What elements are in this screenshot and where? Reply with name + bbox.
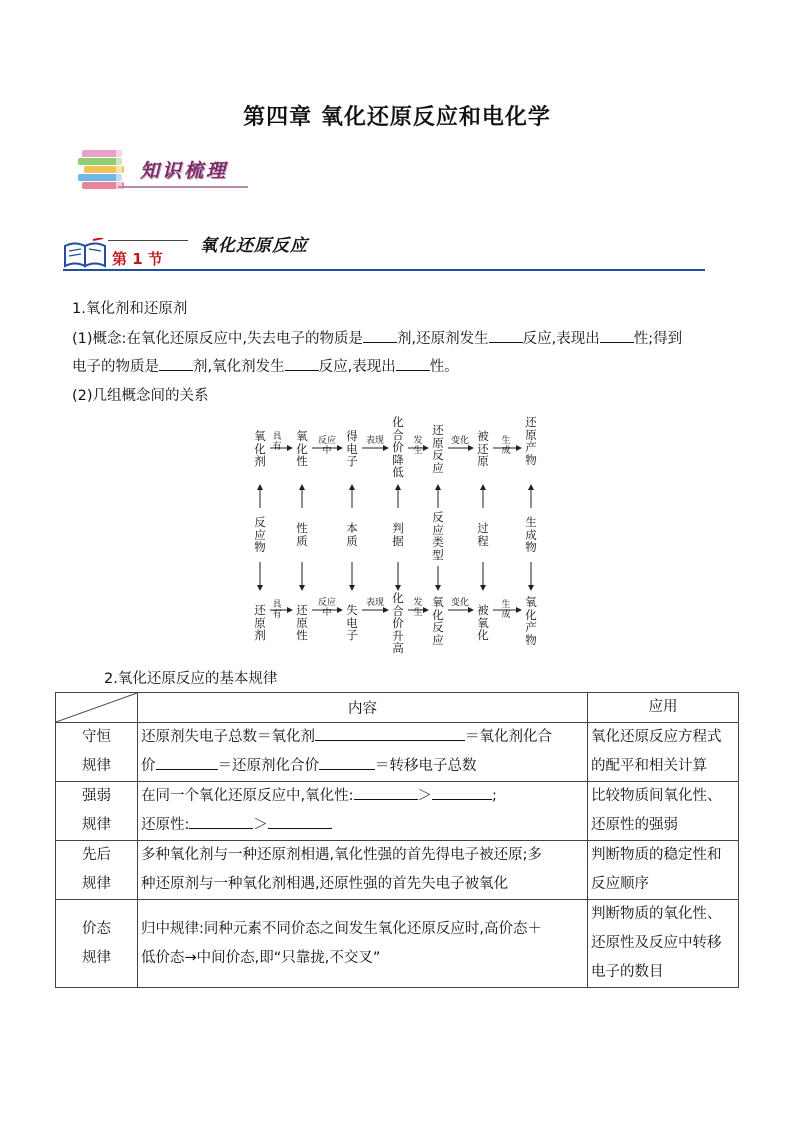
diagram-bottom-link: 表现 — [365, 598, 384, 608]
row-category: 规律 — [82, 876, 111, 892]
row-category: 守恒 — [82, 729, 111, 745]
diagram-mid-label: 反应类型 — [432, 510, 444, 562]
section-title: 氧化还原反应 — [200, 236, 308, 256]
row-application: 判断物质的稳定性和 反应顺序 — [588, 841, 739, 900]
diagram-top-link: 生成 — [501, 436, 511, 456]
row-application: 氧化还原反应方程式 的配平和相关计算 — [588, 723, 739, 782]
diagram-bottom-term: 氧化反应 — [432, 595, 444, 647]
item1-heading: 1.氧化剂和还原剂 — [72, 301, 188, 317]
diagram-mid-label: 反应物 — [254, 515, 266, 554]
diagram-bottom-term: 还原剂 — [254, 603, 266, 642]
row-content: 归中规律:同种元素不同价态之间发生氧化还原反应时,高价态＋ 低价态→中间价态,即“只靠拢,不交叉” — [138, 900, 588, 988]
diagram-bottom-term: 化合价升高 — [392, 591, 404, 655]
diagonal-header-cell — [56, 693, 138, 723]
section-number: 第 1 节 — [112, 250, 163, 268]
table-header-row — [56, 693, 739, 723]
row-category: 规律 — [82, 817, 111, 833]
row-application: 比较物质间氧化性、 还原性的强弱 — [588, 782, 739, 841]
table-row — [56, 900, 739, 988]
row-category: 规律 — [82, 758, 111, 774]
diagram-mid-label: 过程 — [477, 521, 489, 548]
diagram-top-term: 化合价降低 — [392, 415, 404, 479]
item1-sub2: (2)几组概念间的关系 — [72, 388, 209, 404]
diagram-top-term: 氧化剂 — [254, 429, 266, 468]
row-content: 多种氧化剂与一种还原剂相遇,氧化性强的首先得电子被还原;多 种还原剂与一种氧化剂相遇,还原性强的首先失电子被氧化 — [138, 841, 588, 900]
row-application: 判断物质的氧化性、 还原性及反应中转移 电子的数目 — [588, 900, 739, 988]
diagram-bottom-term: 失电子 — [346, 603, 358, 642]
diagram-bottom-link: 具有 — [272, 600, 282, 620]
banner-label: 知识梳理 — [140, 160, 229, 182]
item1-line2: 电子的物质是 剂,氧化剂发生 反应,表现出 性。 — [72, 355, 459, 376]
row-category: 规律 — [82, 949, 111, 966]
diagram-bottom-link: 发生 — [413, 598, 423, 618]
diagram-top-term: 氧化性 — [296, 429, 308, 468]
table-row — [56, 841, 739, 900]
diagram-top-link: 反应中 — [317, 436, 336, 456]
diagram-bottom-term: 氧化产物 — [525, 595, 537, 647]
diagram-top-term: 还原产物 — [525, 415, 537, 467]
diagram-top-term: 还原反应 — [432, 423, 444, 475]
row-content: 还原剂失电子总数＝氧化剂 ＝氧化剂化合 价 ＝还原剂化合价 ＝转移电子总数 — [138, 723, 588, 782]
row-category: 价态 — [82, 920, 111, 937]
diagram-bottom-link: 变化 — [450, 598, 469, 608]
diagram-bottom-term: 还原性 — [296, 603, 308, 642]
diagram-mid-label: 判据 — [392, 521, 404, 548]
item1-line1: (1)概念:在氧化还原反应中,失去电子的物质是 剂,还原剂发生 反应,表现出 性;得到 — [72, 327, 682, 348]
diagram-bottom-link: 生成 — [501, 600, 511, 620]
diagram-mid-label: 本质 — [346, 521, 358, 548]
diagram-top-term: 得电子 — [346, 429, 358, 468]
diagram-mid-label: 性质 — [296, 521, 308, 548]
header-content: 内容 — [138, 693, 588, 723]
row-category: 强弱 — [82, 788, 111, 804]
diagram-top-link: 具有 — [272, 432, 282, 452]
diagram-top-term: 被还原 — [477, 429, 489, 468]
document-title: 第四章 氧化还原反应和电化学 — [243, 105, 551, 130]
item2-heading: 2.氧化还原反应的基本规律 — [104, 671, 278, 687]
diagram-top-link: 变化 — [450, 436, 469, 446]
diagram-mid-label: 生成物 — [525, 515, 537, 554]
diagram-bottom-link: 反应中 — [317, 598, 336, 618]
row-category: 先后 — [82, 847, 111, 863]
row-content: 在同一个氧化还原反应中,氧化性: ＞ ; 还原性: ＞ — [138, 782, 588, 841]
header-application: 应用 — [588, 693, 739, 723]
table-row — [56, 782, 739, 841]
rules-table — [55, 692, 739, 988]
table-row — [56, 723, 739, 782]
diagram-bottom-term: 被氧化 — [477, 603, 489, 642]
diagram-top-link: 发生 — [413, 436, 423, 456]
diagram-top-link: 表现 — [365, 436, 384, 446]
